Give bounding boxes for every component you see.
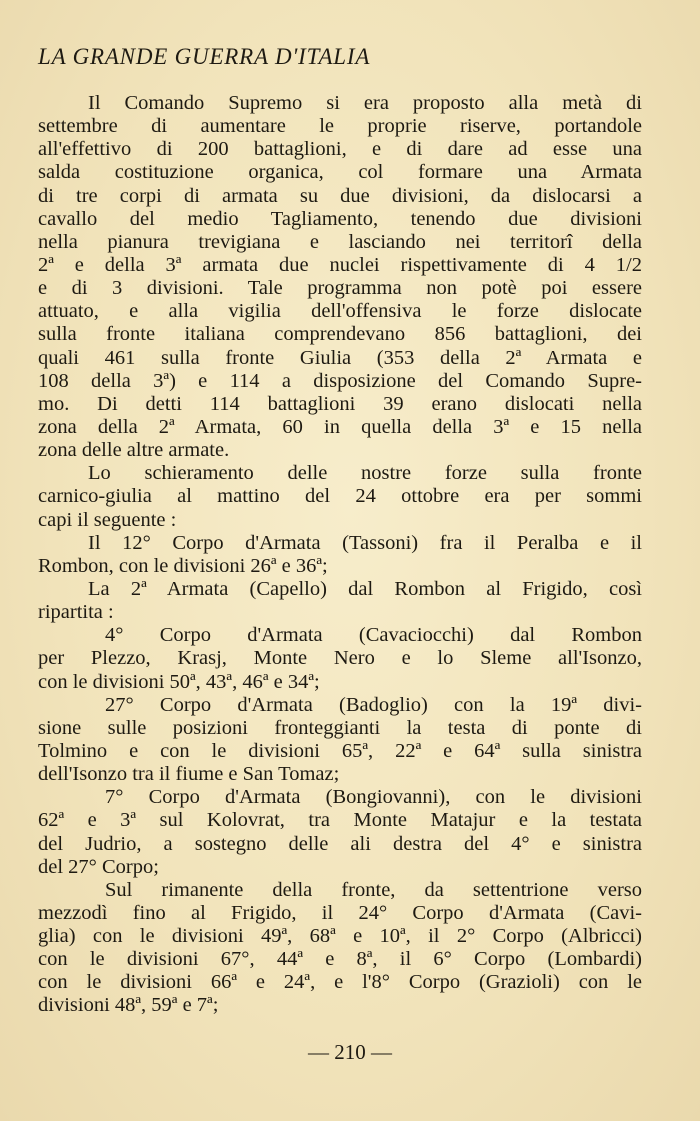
text-line: Lo schieramento delle nostre forze sulla fronte — [88, 462, 642, 485]
text-line: Sul rimanente della fronte, da settentrione verso — [105, 878, 642, 901]
text-line: all'effettivo di 200 battaglioni, e di dare ad esse una — [38, 138, 642, 161]
text-line: mo. Di detti 114 battaglioni 39 erano dislocati nella — [38, 392, 642, 415]
text-line: di tre corpi di armata su due divisioni, da dislocarsi a — [38, 184, 642, 207]
text-line: 7° Corpo d'Armata (Bongiovanni), con le divisioni — [105, 786, 642, 809]
text-line: attuato, e alla vigilia dell'offensiva le forze dislocate — [38, 300, 642, 323]
running-title: LA GRANDE GUERRA D'ITALIA — [38, 44, 371, 69]
page-number: — 210 — — [308, 1040, 392, 1064]
text-line: per Plezzo, Krasj, Monte Nero e lo Sleme all'Isonzo, — [38, 647, 642, 670]
text-line: del Judrio, a sostegno delle ali destra del 4° e sinistra — [38, 832, 642, 855]
text-line: capi il seguente : — [38, 508, 177, 531]
text-line: 108 della 3ª) e 114 a disposizione del Comando Supre- — [38, 369, 642, 392]
text-line: 62ª e 3ª sul Kolovrat, tra Monte Matajur e la testata — [38, 809, 642, 832]
text-line: nella pianura trevigiana e lasciando nei territorî della — [38, 230, 642, 253]
text-line: divisioni 48ª, 59ª e 7ª; — [38, 994, 219, 1017]
text-line: con le divisioni 50ª, 43ª, 46ª e 34ª; — [38, 670, 320, 693]
text-line: carnico-giulia al mattino del 24 ottobre era per sommi — [38, 485, 642, 508]
text-line: mezzodì fino al Frigido, il 24° Corpo d'Armata (Cavi- — [38, 901, 642, 924]
text-line: dell'Isonzo tra il fiume e San Tomaz; — [38, 763, 340, 786]
text-line: quali 461 sulla fronte Giulia (353 della 2ª Armata e — [38, 346, 642, 369]
text-line: zona della 2ª Armata, 60 in quella della 3ª e 15 nella — [38, 415, 642, 438]
text-line: 4° Corpo d'Armata (Cavaciocchi) dal Rombon — [105, 624, 642, 647]
text-line: sione sulle posizioni fronteggianti la testa di ponte di — [38, 716, 642, 739]
text-line: cavallo del medio Tagliamento, tenendo due divisioni — [38, 207, 642, 230]
text-line: 2ª e della 3ª armata due nuclei rispettivamente di 4 1/2 — [38, 253, 642, 276]
text-line: ripartita : — [38, 601, 114, 624]
text-line: Tolmino e con le divisioni 65ª, 22ª e 64ª sulla sinistra — [38, 739, 642, 762]
text-line: sulla fronte italiana comprendevano 856 battaglioni, dei — [38, 323, 642, 346]
text-line: settembre di aumentare le proprie riserve, portandole — [38, 115, 642, 138]
text-line: con le divisioni 66ª e 24ª, e l'8° Corpo (Grazioli) con le — [38, 971, 642, 994]
text-line: zona delle altre armate. — [38, 439, 230, 462]
text-line: e di 3 divisioni. Tale programma non potè poi essere — [38, 277, 642, 300]
text-line: Rombon, con le divisioni 26ª e 36ª; — [38, 554, 328, 577]
text-line: glia) con le divisioni 49ª, 68ª e 10ª, il 2° Corpo (Albricci) — [38, 925, 642, 948]
text-line: con le divisioni 67°, 44ª e 8ª, il 6° Corpo (Lombardi) — [38, 948, 642, 971]
text-line: Il Comando Supremo si era proposto alla metà di — [88, 92, 642, 114]
text-line: del 27° Corpo; — [38, 855, 159, 878]
body-text — [38, 92, 642, 1018]
text-line: 27° Corpo d'Armata (Badoglio) con la 19ª divi- — [105, 693, 642, 716]
text-line: La 2ª Armata (Capello) dal Rombon al Frigido, così — [88, 577, 642, 600]
text-line: Il 12° Corpo d'Armata (Tassoni) fra il Peralba e il — [88, 531, 642, 554]
text-line: salda costituzione organica, col formare una Armata — [38, 161, 642, 184]
